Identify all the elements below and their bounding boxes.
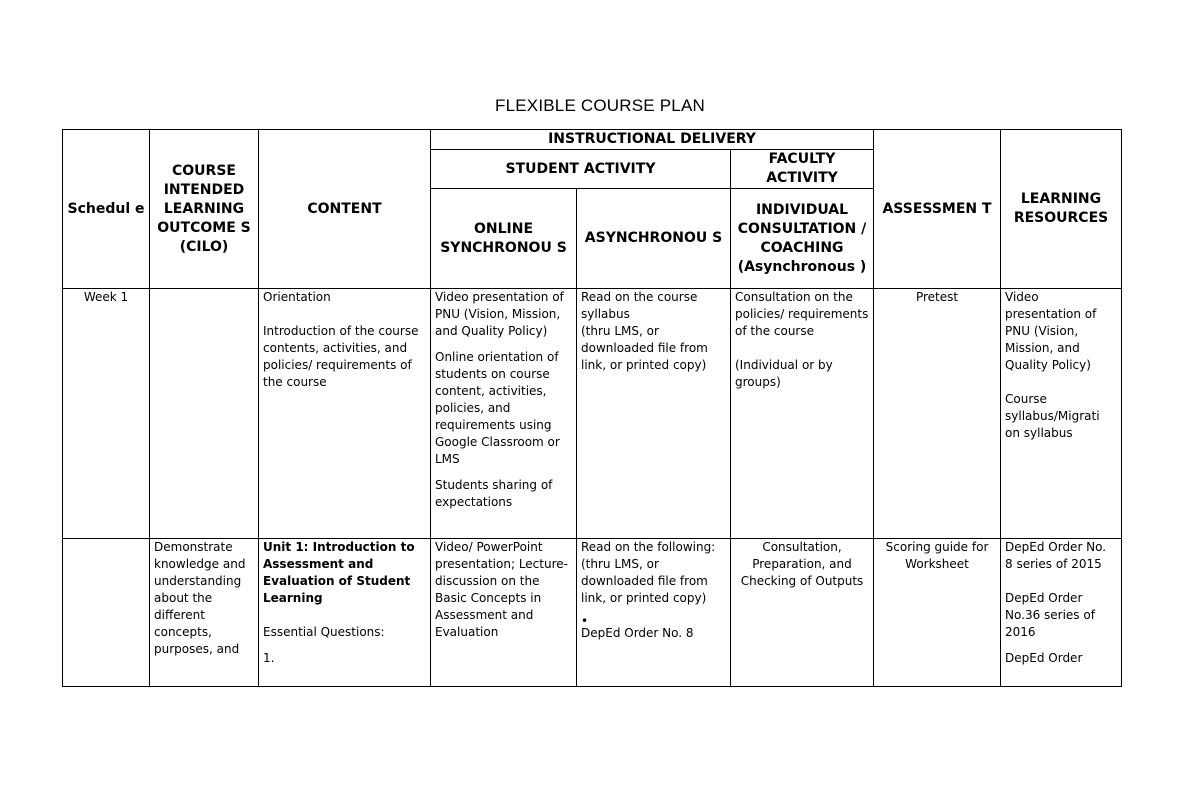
header-instructional-delivery: INSTRUCTIONAL DELIVERY [431,130,874,150]
resource-deped-order: DepEd Order [1005,651,1083,665]
header-faculty-activity: FACULTY ACTIVITY [731,150,874,189]
resource-video: Video presentation of PNU (Vision, Mission, and Quality Policy) [1005,290,1097,372]
content-question-number: 1. [263,651,275,665]
cell-learning-resources [1001,289,1122,539]
cell-online-synchronous: Video/ PowerPoint presentation; Lecture-discussion on the Basic Concepts in Assessment and Evaluation [431,539,577,687]
online-video-presentation: Video presentation of PNU (Vision, Mission, and Quality Policy) [435,290,564,338]
content-introduction: Introduction of the course contents, activities, and policies/ requirements of the course [263,324,419,389]
async-read-syllabus: Read on the course syllabus [581,290,698,321]
cell-content [259,289,431,539]
cell-schedule: Week 1 [63,289,150,539]
resource-syllabus: Course syllabus/Migrati on syllabus [1005,392,1100,440]
table-row-unit-1 [63,539,1122,687]
online-orientation: Online orientation of students on course content, activities, policies, and requirements using Google Classroom or LMS [435,350,560,466]
header-learning-resources: LEARNING RESOURCES [1001,130,1122,289]
cell-cilo [150,289,259,539]
cell-asynchronous [577,289,731,539]
table-row-week-1 [63,289,1122,539]
async-delivery-mode: (thru LMS, or downloaded file from link, or printed copy) [581,324,708,372]
async-delivery-mode: (thru LMS, or downloaded file from link, or printed copy) [581,557,708,605]
cilo-text: Demonstrate knowledge and understanding about the different concepts, purposes, and [154,540,246,656]
faculty-consultation: Consultation on the policies/ requirements of the course [735,290,869,338]
online-sharing: Students sharing of expectations [435,478,553,509]
page-title: FLEXIBLE COURSE PLAN [495,96,705,115]
header-asynchronous: ASYNCHRONOU S [577,189,731,289]
cell-assessment: Scoring guide for Worksheet [874,539,1001,687]
header-individual-consultation: INDIVIDUAL CONSULTATION / COACHING (Asynchronous ) [731,189,874,289]
cell-assessment: Pretest [874,289,1001,539]
async-read-following: Read on the following: [581,540,716,554]
resource-deped-order-8: DepEd Order No. 8 series of 2015 [1005,540,1107,571]
cell-faculty-activity [731,289,874,539]
header-content: CONTENT [259,130,431,289]
course-plan-table [62,129,1122,687]
cell-cilo [150,539,259,687]
header-row-1 [63,130,1122,150]
cell-online-synchronous [431,289,577,539]
content-orientation: Orientation [263,290,331,304]
header-cilo: COURSE INTENDED LEARNING OUTCOME S (CILO) [150,130,259,289]
header-assessment: ASSESSMEN T [874,130,1001,289]
resource-deped-order-36: DepEd Order No.36 series of 2016 [1005,591,1095,639]
cell-schedule [63,539,150,687]
header-student-activity: STUDENT ACTIVITY [431,150,731,189]
header-schedule: Schedul e [63,130,150,289]
cell-faculty-activity: Consultation, Preparation, and Checking of Outputs [731,539,874,687]
faculty-grouping: (Individual or by groups) [735,358,833,389]
content-unit-title: Unit 1: Introduction to Assessment and Evaluation of Student Learning [263,540,415,605]
async-deped-order: DepEd Order No. 8 [581,626,694,640]
async-bullet: • [581,614,589,628]
cell-asynchronous [577,539,731,687]
cell-content [259,539,431,687]
header-online-synchronous: ONLINE SYNCHRONOU S [431,189,577,289]
content-essential-questions: Essential Questions: [263,625,385,639]
cell-learning-resources [1001,539,1122,687]
